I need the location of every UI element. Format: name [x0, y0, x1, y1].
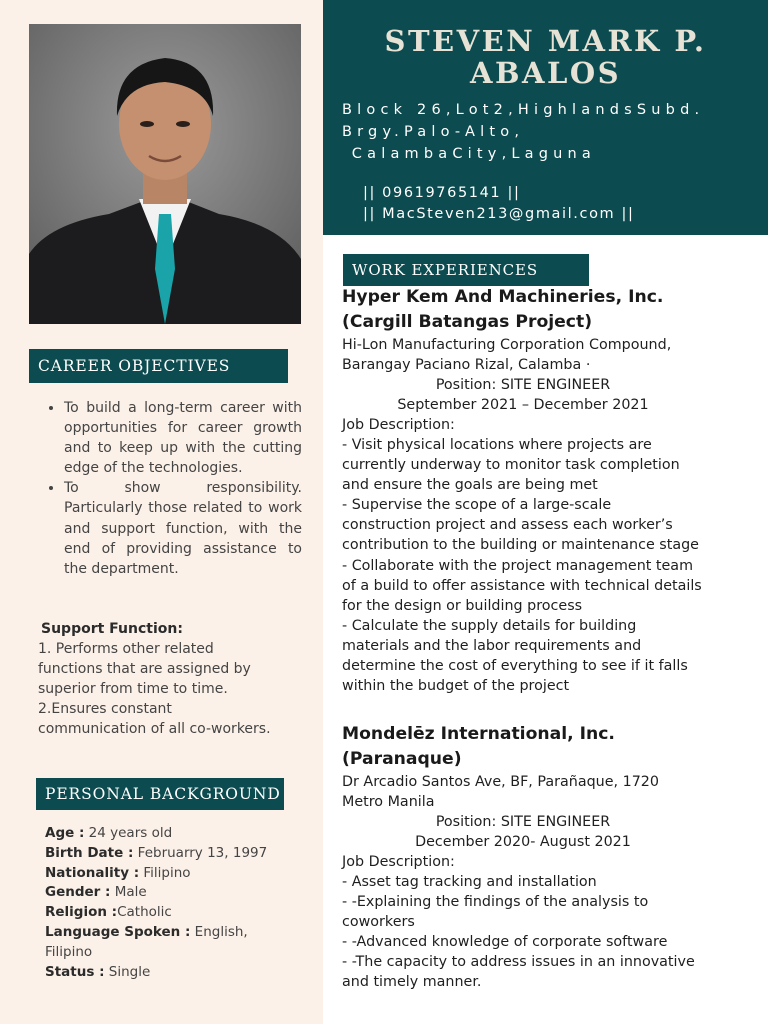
status-label: Status :: [45, 963, 105, 980]
nationality-row: [45, 864, 285, 884]
name-line: ABALOS: [469, 56, 622, 90]
job-duty: - Calculate the supply details for building materials and the labor requirements and determine the cost of everything to see if it falls within the budget of the project: [342, 617, 688, 694]
support-function-title: Support Function:: [41, 621, 183, 637]
language-value: English, Filipino: [45, 923, 248, 960]
career-objectives-heading: CAREER OBJECTIVES: [29, 349, 288, 383]
job-duty: - Supervise the scope of a large-scale construction project and assess each worker’s contribution to the building or maintenance stage: [342, 497, 699, 554]
company-name: Mondelēz International, Inc. (Paranaque): [342, 723, 615, 769]
personal-background: [45, 824, 285, 982]
age-value: 24 years old: [84, 825, 173, 841]
religion-row: [45, 903, 285, 923]
phone-number: || 09619765141 ||: [363, 185, 521, 201]
job-position: Position: SITE ENGINEER: [435, 377, 611, 394]
job-duty: - -The capacity to address issues in an innovative and timely manner.: [342, 954, 695, 991]
job-position: Position: SITE ENGINEER: [435, 813, 611, 830]
support-function: [38, 619, 278, 739]
address: [342, 99, 762, 165]
gender-label: Gender :: [45, 884, 111, 901]
address-line: CalambaCity,Laguna: [342, 146, 597, 162]
objective-item: • To build a long-term career with opportunities for career growth and to keep up with the cutting edge of the technologies.: [64, 398, 302, 478]
company-name: Hyper Kem And Machineries, Inc. (Cargill Batangas Project): [342, 287, 664, 332]
age-label: Age :: [45, 825, 85, 841]
job-duty: - Asset tag tracking and installation: [342, 874, 597, 891]
job-entry: [342, 285, 704, 696]
language-row: [45, 923, 285, 963]
language-label: Language Spoken :: [45, 923, 191, 940]
birth-date-label: Birth Date :: [45, 844, 134, 861]
nationality-value: Filipino: [139, 864, 191, 881]
nationality-label: Nationality :: [45, 864, 140, 881]
job-entry: [342, 722, 704, 993]
objective-item: • To show responsibility. Particularly those related to work and support function, with the end of providing assistance to the department.: [64, 478, 302, 578]
age-row: [45, 824, 285, 844]
status-value: Single: [104, 963, 151, 980]
job-duty: - Collaborate with the project management team of a build to offer assistance with technical details for the design or building process: [342, 557, 702, 614]
company-address: Dr Arcadio Santos Ave, BF, Parañaque, 1720 Metro Manila: [342, 773, 659, 810]
name-line: STEVEN MARK P.: [384, 24, 707, 58]
religion-label: Religion :: [45, 904, 118, 921]
header-banner: [323, 0, 768, 235]
job-dates: September 2021 – December 2021: [397, 397, 649, 414]
job-description-label: Job Description:: [342, 854, 455, 871]
support-line: 1. Performs other related functions that are assigned by superior from time to time.: [38, 641, 251, 697]
job-description-label: Job Description:: [342, 417, 455, 434]
personal-background-heading: PERSONAL BACKGROUND: [36, 778, 284, 810]
work-experiences-heading: WORK EXPERIENCES: [343, 254, 589, 286]
birth-date-row: [45, 844, 285, 864]
gender-row: [45, 883, 285, 903]
job-separator: [342, 696, 704, 722]
religion-value: Catholic: [117, 904, 172, 921]
work-experience-list: [342, 285, 704, 992]
gender-value: Male: [110, 884, 147, 901]
status-row: [45, 963, 285, 983]
contact-info: [363, 183, 763, 225]
job-duty: - Visit physical locations where projects are currently underway to monitor task completion and ensure the goals are being met: [342, 437, 680, 494]
address-line: Brgy.Palo-Alto,: [342, 124, 525, 140]
job-duty: - -Explaining the findings of the analysis to coworkers: [342, 894, 649, 931]
profile-photo: [29, 24, 301, 324]
full-name: [323, 25, 768, 89]
email-address: || MacSteven213@gmail.com ||: [363, 206, 635, 222]
career-objectives-list: [38, 398, 302, 579]
job-duty: - -Advanced knowledge of corporate software: [342, 934, 668, 951]
support-line: 2.Ensures constant communication of all co-workers.: [38, 701, 271, 737]
birth-date-value: Februarry 13, 1997: [133, 844, 268, 861]
address-line: Block 26,Lot2,HighlandsSubd.: [342, 102, 705, 118]
company-address: Hi-Lon Manufacturing Corporation Compound, Barangay Paciano Rizal, Calamba ·: [342, 337, 672, 374]
job-dates: December 2020- August 2021: [415, 833, 631, 850]
